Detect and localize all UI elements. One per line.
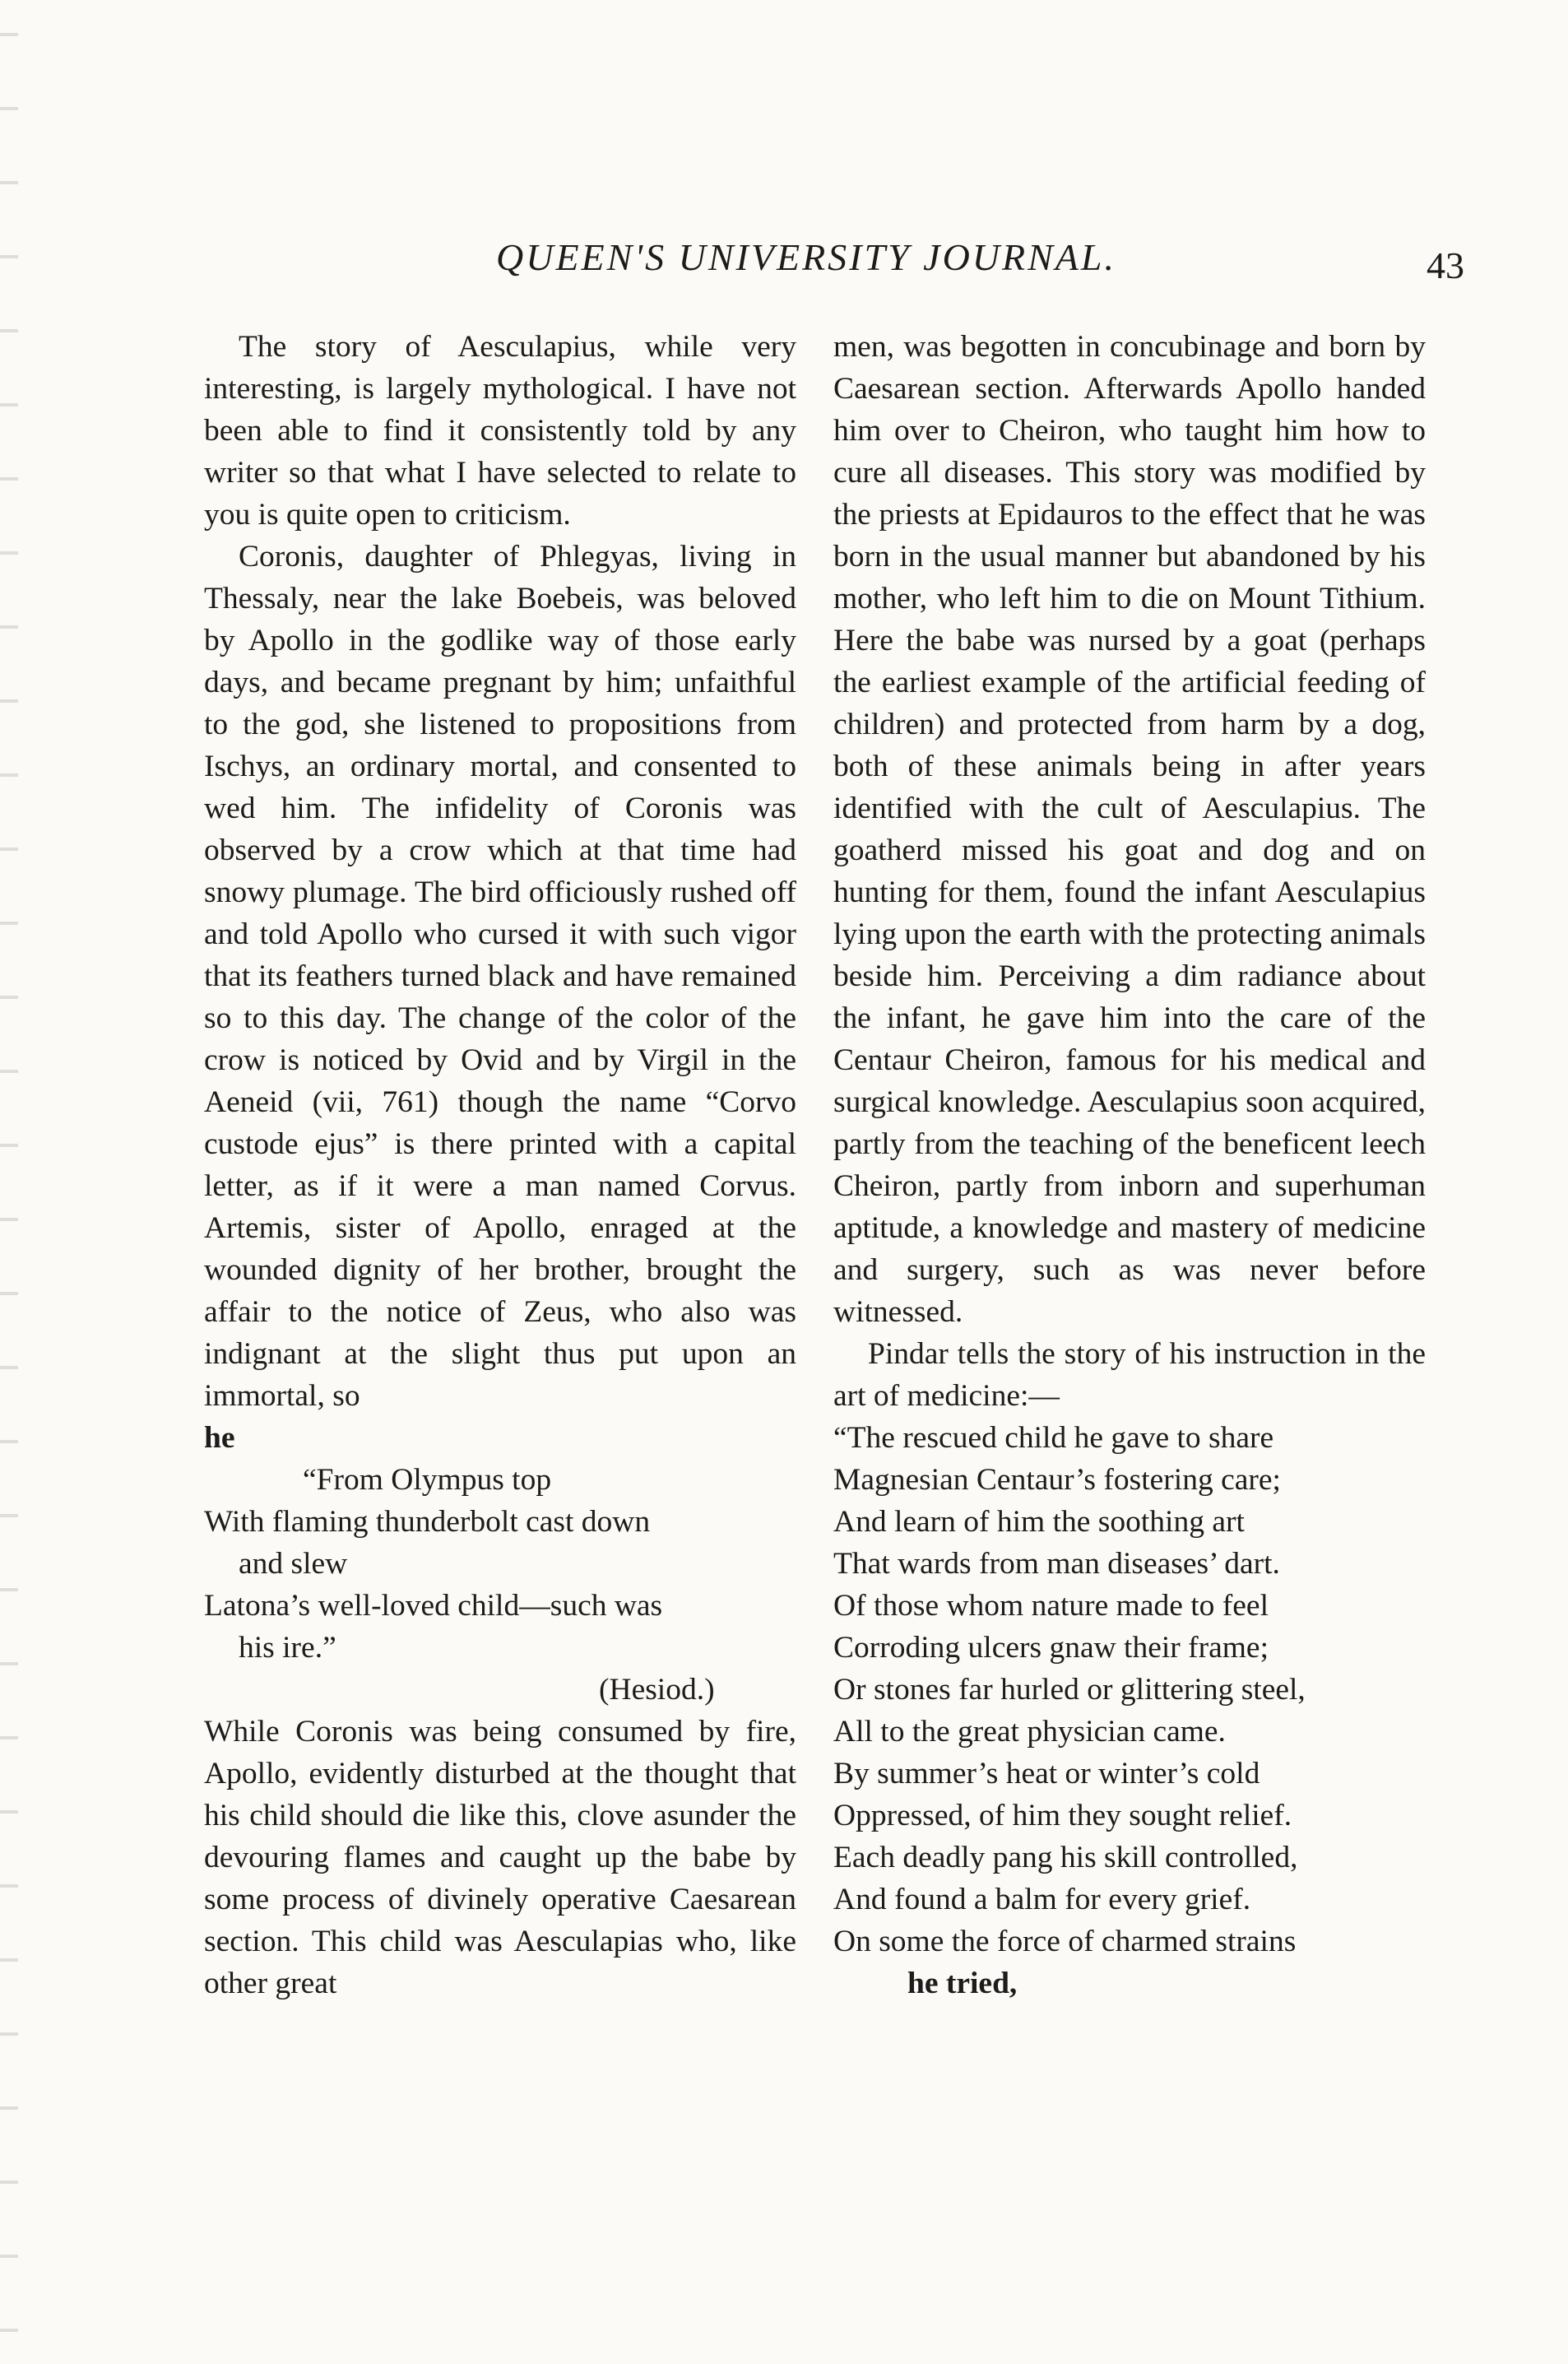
poem-line: On some the force of charmed strains <box>833 1925 1297 1958</box>
poem-line: Or stones far hurled or glittering steel, <box>833 1673 1306 1707</box>
paragraph: Coronis, daughter of Phlegyas, living in Thessaly, near the lake Boebeis, was beloved by Apollo in the godlike way of those early days, and became pregnant by him; unfaithful to the god, she listened to propositions from Ischys, an ordinary mortal, and consented to wed him. The infidelity of Coronis was observed by a crow which at that time had snowy plumage. The bird officiously rushed off and told Apollo who cursed it with such vigor that its feathers turned black and have remained so to this day. The change of the color of the crow is noticed by Ovid and by Virgil in the Aeneid (vii, 761) though the name “Corvo custode ejus” is there printed with a capital letter, as if it were a man named Corvus. Artemis, sister of Apollo, enraged at the wounded dignity of her brother, brought the affair to the notice of Zeus, who also was indignant at the slight thus put upon an immortal, so <box>204 540 796 1413</box>
paragraph: The story of Aesculapius, while very interesting, is largely mythological. I have not been able to find it consistently told by any writer so that what I have selected to relate to you is quite open to criticism. <box>204 330 796 532</box>
poem-line: “The rescued child he gave to share <box>833 1421 1274 1455</box>
quote-line: Latona’s well-loved child—such was <box>204 1589 663 1623</box>
poem-line: And found a balm for every grief. <box>833 1883 1251 1916</box>
poem-line: Corroding ulcers gnaw their frame; <box>833 1631 1269 1665</box>
quote-attribution: (Hesiod.) <box>599 1673 715 1707</box>
poem-line: Each deadly pang his skill controlled, <box>833 1841 1298 1874</box>
poem-line: By summer’s heat or winter’s cold <box>833 1757 1260 1790</box>
paragraph-continuation: he <box>204 1421 235 1455</box>
binding-edge <box>0 0 18 2364</box>
paragraph: While Coronis was being consumed by fire, Apollo, evidently disturbed at the thought that his child should die like this, clove asunder the devouring flames and caught up the babe by some process of divinely operative Caesarean section. This child was Aesculapias who, like other great <box>204 1715 796 2000</box>
poem-line: All to the great physician came. <box>833 1715 1226 1749</box>
paragraph: men, was begotten in concubinage and born by Caesarean section. Afterwards Apollo handed him over to Cheiron, who taught him how to cure all diseases. This story was modified by the priests at Epidauros to the effect that he was born in the usual manner but abandoned by his mother, who left him to die on Mount Tithium. Here the babe was nursed by a goat (perhaps the earliest example of the artificial feeding of children) and protected from harm by a dog, both of these animals being in after years identified with the cult of Aesculapius. The goatherd missed his goat and dog and on hunting for them, found the infant Aesculapius lying upon the earth with the protecting animals beside him. Perceiving a dim radiance about the infant, he gave him into the care of the Centaur Cheiron, famous for his medical and surgical knowledge. Aesculapius soon acquired, partly from the teaching of the beneficent leech Cheiron, partly from inborn and superhuman aptitude, a knowledge and mastery of medicine and surgery, such as was never before witnessed. <box>833 330 1426 1329</box>
quote-line: and slew <box>239 1547 348 1581</box>
quote-line: his ire.” <box>239 1631 336 1665</box>
left-column <box>204 326 796 2004</box>
running-header: QUEEN'S UNIVERSITY JOURNAL. <box>496 236 1116 278</box>
paragraph: Pindar tells the story of his instruction in the art of medicine:— <box>833 1337 1426 1413</box>
poem-line: he tried, <box>907 1967 1018 2000</box>
page-number: 43 <box>1427 244 1464 286</box>
right-column <box>833 326 1426 2004</box>
poem <box>833 1417 1426 1962</box>
poem-line: That wards from man diseases’ dart. <box>833 1547 1280 1581</box>
poem-line: Magnesian Centaur’s fostering care; <box>833 1463 1281 1497</box>
poem-line: Oppressed, of him they sought relief. <box>833 1799 1292 1832</box>
poem-line: Of those whom nature made to feel <box>833 1589 1269 1623</box>
quote-line: “From Olympus top <box>303 1463 552 1497</box>
poem-line: And learn of him the soothing art <box>833 1505 1245 1539</box>
quote-line: With flaming thunderbolt cast down <box>204 1505 651 1539</box>
